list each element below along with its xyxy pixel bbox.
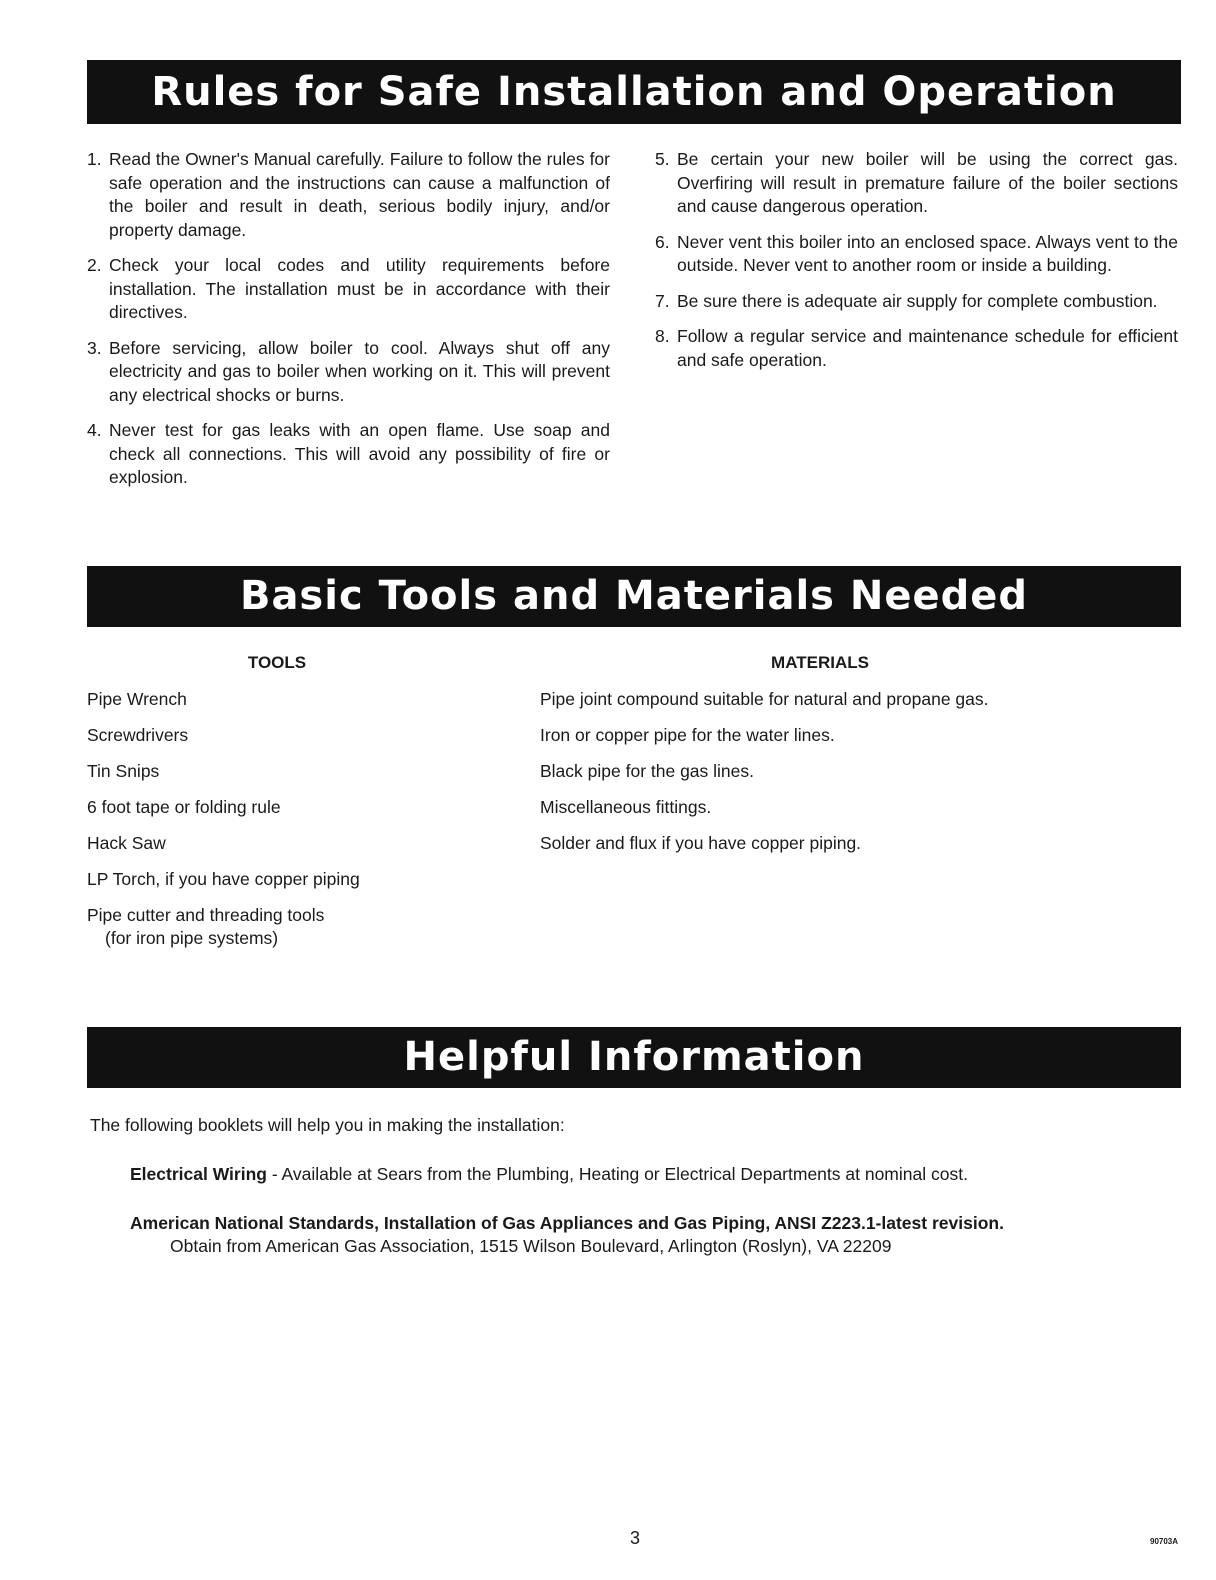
rule-item <box>655 231 1178 278</box>
tool-item: Pipe Wrench <box>87 689 187 709</box>
material-item: Pipe joint compound suitable for natural and propane gas. <box>540 689 989 709</box>
rule-text: Never vent this boiler into an enclosed space. Always vent to the outside. Never vent to another room or inside a building. <box>677 231 1178 275</box>
rule-number: 2. <box>87 255 102 275</box>
page-number: 3 <box>629 1528 640 1548</box>
rule-item <box>87 148 610 242</box>
materials-list <box>540 688 1160 868</box>
rule-item <box>655 325 1178 372</box>
helpful-intro: The following booklets will help you in making the installation: <box>90 1115 565 1135</box>
rule-item <box>87 254 610 325</box>
rule-number: 3. <box>87 337 102 358</box>
rule-number: 6. <box>655 231 670 252</box>
tool-item: Hack Saw <box>87 833 166 853</box>
materials-heading: MATERIALS <box>771 653 869 672</box>
tool-item-label: Pipe cutter and threading tools <box>87 905 325 925</box>
rule-number: 1. <box>87 149 102 169</box>
rules-column-right <box>655 148 1178 384</box>
rule-number: 4. <box>87 420 102 440</box>
rules-section-title: Rules for Safe Installation and Operation <box>87 60 1181 124</box>
tool-item: Tin Snips <box>87 761 160 781</box>
rule-item <box>655 148 1178 219</box>
tool-item: Screwdrivers <box>87 725 189 745</box>
tool-item: LP Torch, if you have copper piping <box>87 869 360 889</box>
rule-item <box>87 337 610 408</box>
tools-section-title: Basic Tools and Materials Needed <box>87 566 1181 627</box>
rule-text: Check your local codes and utility requirements before installation. The installation must be in accordance with their directives. <box>109 255 610 322</box>
rule-item <box>655 290 1178 314</box>
booklet-ansi-standards <box>130 1212 1170 1258</box>
tool-item <box>87 904 507 950</box>
rule-text: Never test for gas leaks with an open flame. Use soap and check all connections. This will avoid any possibility of fire or explosion. <box>109 420 610 487</box>
tool-item: 6 foot tape or folding rule <box>87 797 281 817</box>
rule-item <box>87 419 610 490</box>
rule-number: 7. <box>655 290 670 311</box>
rule-number: 5. <box>655 149 670 169</box>
rule-text: Before servicing, allow boiler to cool. Always shut off any electricity and gas to boiler when working on it. This will prevent any electrical shocks or burns. <box>109 337 610 405</box>
booklet-title: American National Standards, Installation of Gas Appliances and Gas Piping, ANSI Z223.1-latest revision. <box>130 1213 1004 1233</box>
rules-column-left <box>87 148 610 502</box>
rule-text: Be sure there is adequate air supply for complete combustion. <box>677 290 1158 311</box>
rule-text: Follow a regular service and maintenance schedule for efficient and safe operation. <box>677 326 1178 370</box>
booklet-description: Obtain from American Gas Association, 1515 Wilson Boulevard, Arlington (Roslyn), VA 22209 <box>170 1236 892 1256</box>
material-item: Miscellaneous fittings. <box>540 797 712 817</box>
tools-heading: TOOLS <box>247 653 307 672</box>
rule-number: 8. <box>655 326 670 346</box>
helpful-section-title: Helpful Information <box>87 1027 1181 1088</box>
rule-text: Read the Owner's Manual carefully. Failure to follow the rules for safe operation and the instructions can cause a malfunction of the boiler and result in death, serious bodily injury, and/or property damage. <box>109 149 610 240</box>
tools-list <box>87 688 507 963</box>
rule-text: Be certain your new boiler will be using the correct gas. Overfiring will result in premature failure of the boiler sections and cause dangerous operation. <box>677 149 1178 216</box>
material-item: Black pipe for the gas lines. <box>540 761 755 781</box>
booklet-title: Electrical Wiring <box>130 1164 267 1184</box>
booklet-electrical-wiring <box>130 1164 1170 1185</box>
material-item: Iron or copper pipe for the water lines. <box>540 725 835 745</box>
tool-item-note: (for iron pipe systems) <box>105 928 279 948</box>
booklet-description: - Available at Sears from the Plumbing, Heating or Electrical Departments at nominal cost. <box>266 1164 968 1184</box>
material-item: Solder and flux if you have copper piping. <box>540 833 862 853</box>
document-code: 90703A <box>1150 1537 1179 1546</box>
